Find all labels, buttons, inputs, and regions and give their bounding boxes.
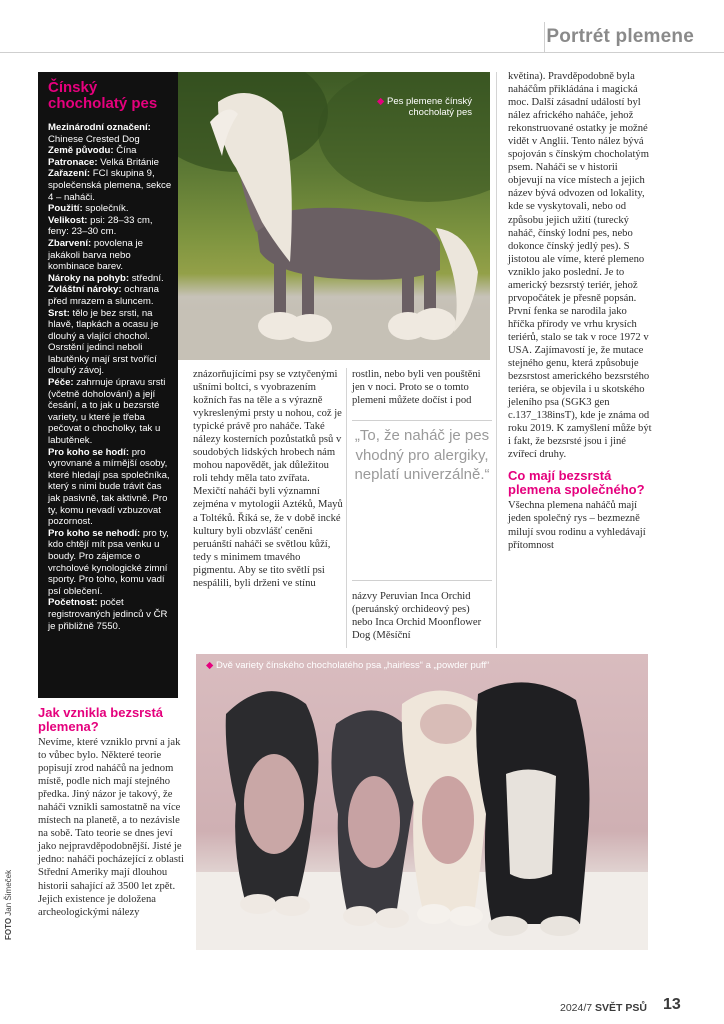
fact-item: Velikost: psi: 28–33 cm, feny: 23–30 cm. bbox=[48, 214, 153, 238]
issue-label: 2024/7 SVĚT PSŮ bbox=[560, 1002, 647, 1014]
page-number: 13 bbox=[663, 996, 681, 1013]
article-paragraph: květina). Pravděpodobně byla naháčům přikládána i magická moc. Další zásadní událostí byl nález afrického naháče, jehož rekonstruované ostatky je možné vidět v Anglii. Tento nález bývá spojován s čínským chocholatým psem. Naháči se v historii objevují na více místech a jejich název bývá odvozen od lokality, kde se vyskytovali, nebo od způsobu jejich užití (turecký naháč, čínský lodní pes, nebo dokonce čínský jedlý pes). S jistotou ale víme, které plemeno vzniklo jako poslední. Je to americký bezsrstý teriér, jehož prvopočátek je přesně popsán. První fenka se narodila jako hříčka přírody ve vrhu krysích teriérů, stalo se tak v roce 1972 v USA. Zajímavostí je, že mutace stejného genu, která způsobuje bezsrstost amerického bezsrstého teriéra, se objevila i u skotského jeleního psa (SGK3 gen c.137_138insT), kde je známa od roku 2019. K zamyšlení může být i fakt, že bezsrsté jsou i jiné zvířecí druhy. bbox=[508, 71, 652, 461]
fact-item: Použití: společník. bbox=[48, 203, 129, 215]
article-paragraph: Nevíme, které vzniklo první a jak to vůbec bylo. Některé teorie popisují zrod naháčů na jednom místě, podle nich mají stejného předka. Jiný názor je takový, že naháči vznikli samostatně na více místech na planetě, a to nezávisle na sobě. Tato teorie se dnes jeví jako nejpravděpodobnější. Jisté je jedno: naháči pocházející z oblasti Střední Ameriky mají dlouhou historii sahající až 3500 let zpět. Jejich existence je doložena archeologickými nálezy bbox=[38, 737, 184, 918]
article-column-1-text bbox=[38, 736, 188, 919]
section-tab-divider bbox=[544, 22, 545, 53]
article-column-2 bbox=[193, 368, 343, 590]
caption-diamond-icon: ◆ bbox=[377, 96, 385, 107]
quote-rule-top bbox=[352, 420, 492, 421]
fact-item: Početnost: počet registrovaných jedinců v ČR je přibližně 7550. bbox=[48, 597, 168, 632]
article-paragraph: názvy Peruvian Inca Orchid (peruánský orchideový pes) nebo Inca Orchid Moonflower Dog (Měsíční bbox=[352, 591, 482, 642]
article-paragraph: rostlin, nebo byli ven pouštěni jen v noci. Proto se o tomto plemeni můžete dočíst i pod bbox=[352, 369, 481, 407]
column-divider bbox=[346, 368, 347, 648]
article-column-1 bbox=[38, 706, 188, 919]
breed-facts-box bbox=[38, 72, 178, 698]
fact-item: Zvláštní nároky: ochrana před mrazem a sluncem. bbox=[48, 284, 159, 307]
article-column-3-bottom bbox=[352, 590, 490, 642]
pull-quote: „To, že naháč je pes vhodný pro alergiky, neplatí univerzálně.“ bbox=[354, 427, 490, 483]
fact-item: Mezinárodní označení: Chinese Crested Dog bbox=[48, 122, 151, 145]
photo-credit: FOTO Jan Šimeček bbox=[4, 869, 13, 940]
header-rule bbox=[0, 52, 724, 53]
subheading-origin: Jak vznikla bezsrstá plemena? bbox=[38, 705, 164, 734]
subheading-common-traits: Co mají bezsrstá plemena společného? bbox=[508, 468, 645, 498]
fact-item: Pro koho se nehodí: pro ty, kdo chtějí mít psa venku u boudy. Pro zájemce o vrcholové kynologické zimní sporty. Pro toho, komu vadí psí oblečení. bbox=[48, 527, 169, 597]
fact-item: Péče: zahrnuje úpravu srsti (včetně doholování) a její česání, a to jak u bezsrsté variety, u které je třeba pečovat o chocholky, tak u labutěnek. bbox=[48, 377, 166, 447]
dog-photo-group bbox=[196, 654, 648, 950]
article-paragraph: znázorňujícími psy se vztyčenými ušními boltci, s vyobrazením kožních řas na těle a s výrazně vykreslenými prsty u nohou, což je typické právě pro naháče. Také nálezy kosterních pozůstatků psů v soudobých lidských hrobech nám mohou napovědět, jak důležitou roli tehdy měla tato zvířata. Mexičtí naháči byli významní zejména v mytologii Aztéků, Mayů a Toltéků. Říká se, že v době incké kultury byli obzvlášť ceněni peruánští naháči se světlou kůží, tedy s minimem tmavého pigmentu. Aby se tito světlí psi nespálili, byli drženi ve stínu bbox=[193, 369, 343, 589]
fact-item: Patronace: Velká Británie bbox=[48, 156, 159, 168]
dogs-illustration bbox=[196, 654, 648, 950]
photo-caption-bottom: ◆ Dvě variety čínského chocholatého psa „hairless“ a „powder puff“ bbox=[206, 660, 490, 671]
photo-caption-top: ◆ Pes plemene čínský chocholatý pes bbox=[377, 96, 472, 118]
section-title: Portrét plemene bbox=[546, 26, 694, 47]
fact-item: Srst: tělo je bez srsti, na hlavě, tlapkách a ocasu je dlouhý a vlající chochol. Osrstění jedinci neboli labutěnky mají srst tvořící dlouhý závoj. bbox=[48, 307, 159, 377]
quote-rule-bottom bbox=[352, 580, 492, 581]
fact-item: Zařazení: FCI skupina 9, společenská plemena, sekce 4 – naháči. bbox=[48, 168, 172, 203]
breed-facts-list bbox=[48, 122, 174, 632]
fact-item: Zbarvení: povolena je jakákoli barva nebo kombinace barev. bbox=[48, 237, 143, 273]
fact-item: Země původu: Čína bbox=[48, 145, 137, 157]
dog-photo-single bbox=[178, 72, 490, 360]
article-column-4 bbox=[508, 70, 654, 552]
fact-item: Nároky na pohyb: střední. bbox=[48, 272, 164, 284]
column-divider bbox=[496, 72, 497, 648]
caption-diamond-icon: ◆ bbox=[206, 660, 214, 671]
article-paragraph: Všechna plemena naháčů mají jeden společný rys – bezmezně milují svou rodinu a vyhledávají přítomnost bbox=[508, 500, 646, 551]
fact-item: Pro koho se hodí: pro vyrovnané a mírnější osoby, které hledají psa společníka, který s nimi bude trávit čas jak pasivně, tak aktivně. Pro ty, komu nevadí vzbuzovat pozornost. bbox=[48, 446, 170, 528]
breed-facts-title: Čínský chocholatý pes bbox=[48, 79, 158, 112]
article-column-3-top bbox=[352, 368, 490, 407]
